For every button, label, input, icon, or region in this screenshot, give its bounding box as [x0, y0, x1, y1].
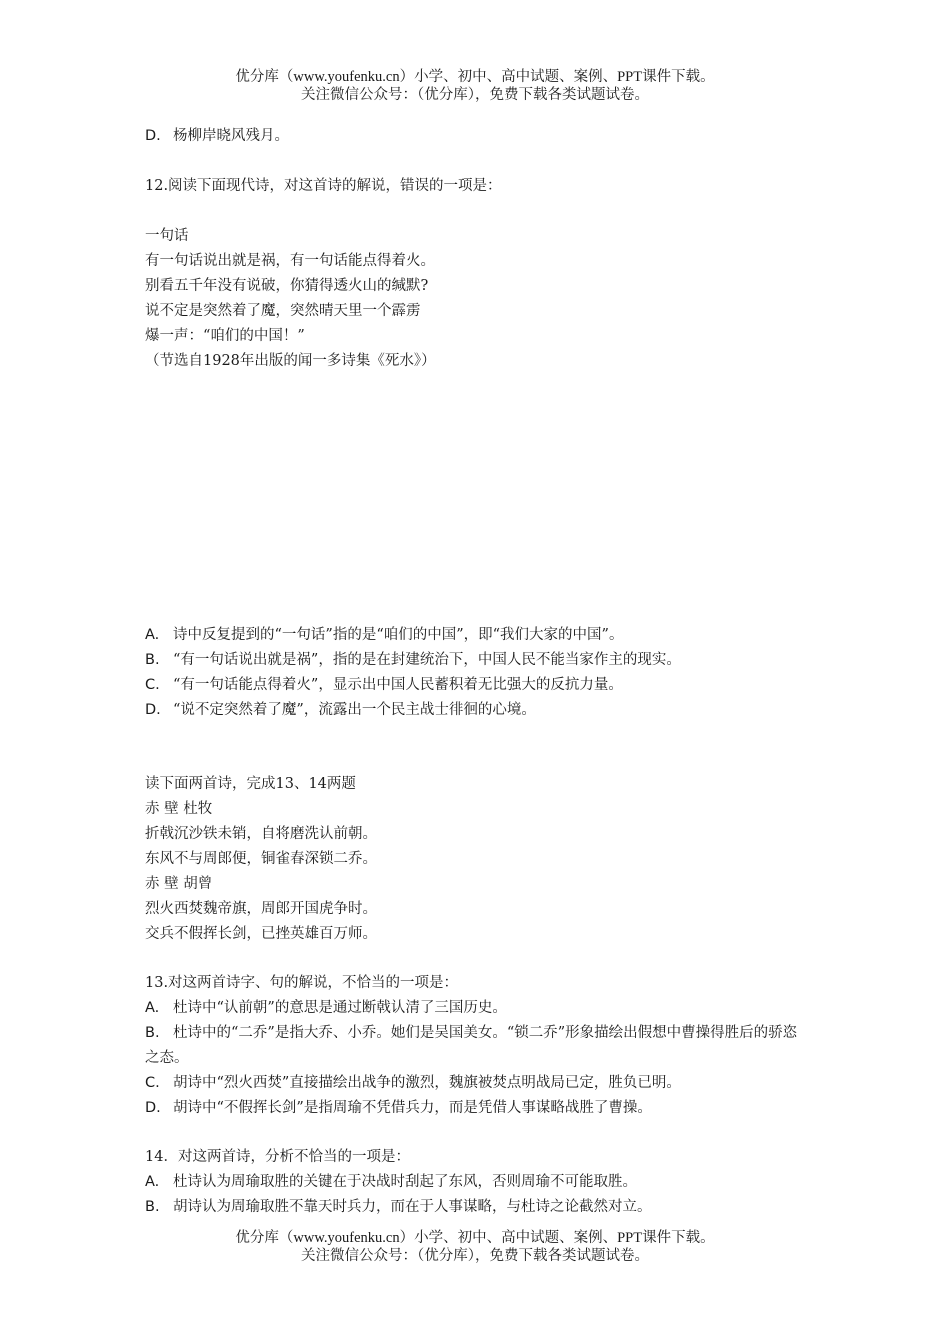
q12-stem: 12.阅读下面现代诗，对这首诗的解说，错误的一项是：: [145, 178, 502, 194]
option-label: C.: [145, 677, 160, 693]
option-text: 杜诗中“认前朝”的意思是通过断戟认清了三国历史。: [173, 1000, 507, 1016]
option-text: “说不定突然着了魔”，流露出一个民主战士徘徊的心境。: [173, 702, 536, 718]
q12-source: （节选自1928年出版的闻一多诗集《死水》）: [145, 353, 436, 369]
q12-poem-line: 爆一声：“咱们的中国！”: [145, 328, 305, 344]
option-label: D.: [145, 702, 161, 718]
option-label: A.: [145, 1174, 160, 1190]
option-text: 杜诗中的“二乔”是指大乔、小乔。她们是吴国美女。“锁二乔”形象描绘出假想中曹操得胜后的骄恣之态。: [145, 1025, 798, 1066]
footer-line-2: 关注微信公众号：（优分库），免费下载各类试题试卷。: [301, 1248, 649, 1264]
option-text: 杨柳岸晓风残月。: [173, 128, 289, 144]
option-text: 杜诗认为周瑜取胜的关键在于决战时刮起了东风，否则周瑜不可能取胜。: [173, 1174, 637, 1190]
option-label: D.: [145, 128, 161, 144]
page-footer: [0, 1229, 950, 1265]
option-text: 胡诗认为周瑜取胜不靠天时兵力，而在于人事谋略，与杜诗之论截然对立。: [173, 1199, 652, 1215]
q13-stem: 13.对这两首诗字、句的解说，不恰当的一项是：: [145, 975, 459, 991]
poem1-line: 东风不与周郎便，铜雀春深锁二乔。: [145, 851, 377, 867]
q14-option-a: [145, 1170, 810, 1195]
q13-option-a: [145, 996, 810, 1021]
option-text: 胡诗中“不假挥长剑”是指周瑜不凭借兵力，而是凭借人事谋略战胜了曹操。: [173, 1100, 652, 1116]
option-label: B.: [145, 1199, 160, 1215]
option-label: A.: [145, 627, 160, 643]
q12-option-c: [145, 673, 810, 698]
q14-option-b: [145, 1195, 810, 1220]
q12-option-a: [145, 623, 810, 648]
option-text: 诗中反复提到的“一句话”指的是“咱们的中国”，即“我们大家的中国”。: [173, 627, 624, 643]
header-line-2: 关注微信公众号：（优分库），免费下载各类试题试卷。: [301, 87, 649, 103]
option-label: B.: [145, 652, 160, 668]
poem2-line: 交兵不假挥长剑，已挫英雄百万师。: [145, 926, 377, 942]
option-text: “有一句话能点得着火”，显示出中国人民蓄积着无比强大的反抗力量。: [173, 677, 623, 693]
footer-line-1: 优分库（www.youfenku.cn）小学、初中、高中试题、案例、PPT课件下载。: [235, 1230, 715, 1246]
option-label: B.: [145, 1025, 160, 1041]
page-header: [0, 68, 950, 104]
option-label: C.: [145, 1075, 160, 1091]
q12-option-b: [145, 648, 810, 673]
q12-option-d: [145, 698, 810, 723]
poem1-title: 赤 壁 杜牧: [145, 801, 213, 817]
q13-option-d: [145, 1096, 810, 1121]
q13-option-c: [145, 1071, 810, 1096]
poem1-line: 折戟沉沙铁未销，自将磨洗认前朝。: [145, 826, 377, 842]
prev-option-d: [145, 124, 810, 149]
option-text: “有一句话说出就是祸”，指的是在封建统治下，中国人民不能当家作主的现实。: [173, 652, 681, 668]
poem2-line: 烈火西焚魏帝旗，周郎开国虎争时。: [145, 901, 377, 917]
q12-poem-title: 一句话: [145, 228, 189, 244]
q13-option-b: [145, 1021, 810, 1071]
q12-poem-line: 说不定是突然着了魔，突然晴天里一个霹雳: [145, 303, 421, 319]
option-text: 胡诗中“烈火西焚”直接描绘出战争的激烈，魏旗被焚点明战局已定，胜负已明。: [173, 1075, 681, 1091]
option-label: A.: [145, 1000, 160, 1016]
option-label: D.: [145, 1100, 161, 1116]
q12-poem-line: 别看五千年没有说破，你猜得透火山的缄默?: [145, 278, 429, 294]
q12-poem-line: 有一句话说出就是祸，有一句话能点得着火。: [145, 253, 435, 269]
poems-intro: 读下面两首诗，完成13、14两题: [145, 776, 356, 792]
poem2-title: 赤 壁 胡曾: [145, 876, 213, 892]
header-line-1: 优分库（www.youfenku.cn）小学、初中、高中试题、案例、PPT课件下载。: [235, 69, 715, 85]
q14-stem: 14．对这两首诗，分析不恰当的一项是：: [145, 1149, 410, 1165]
